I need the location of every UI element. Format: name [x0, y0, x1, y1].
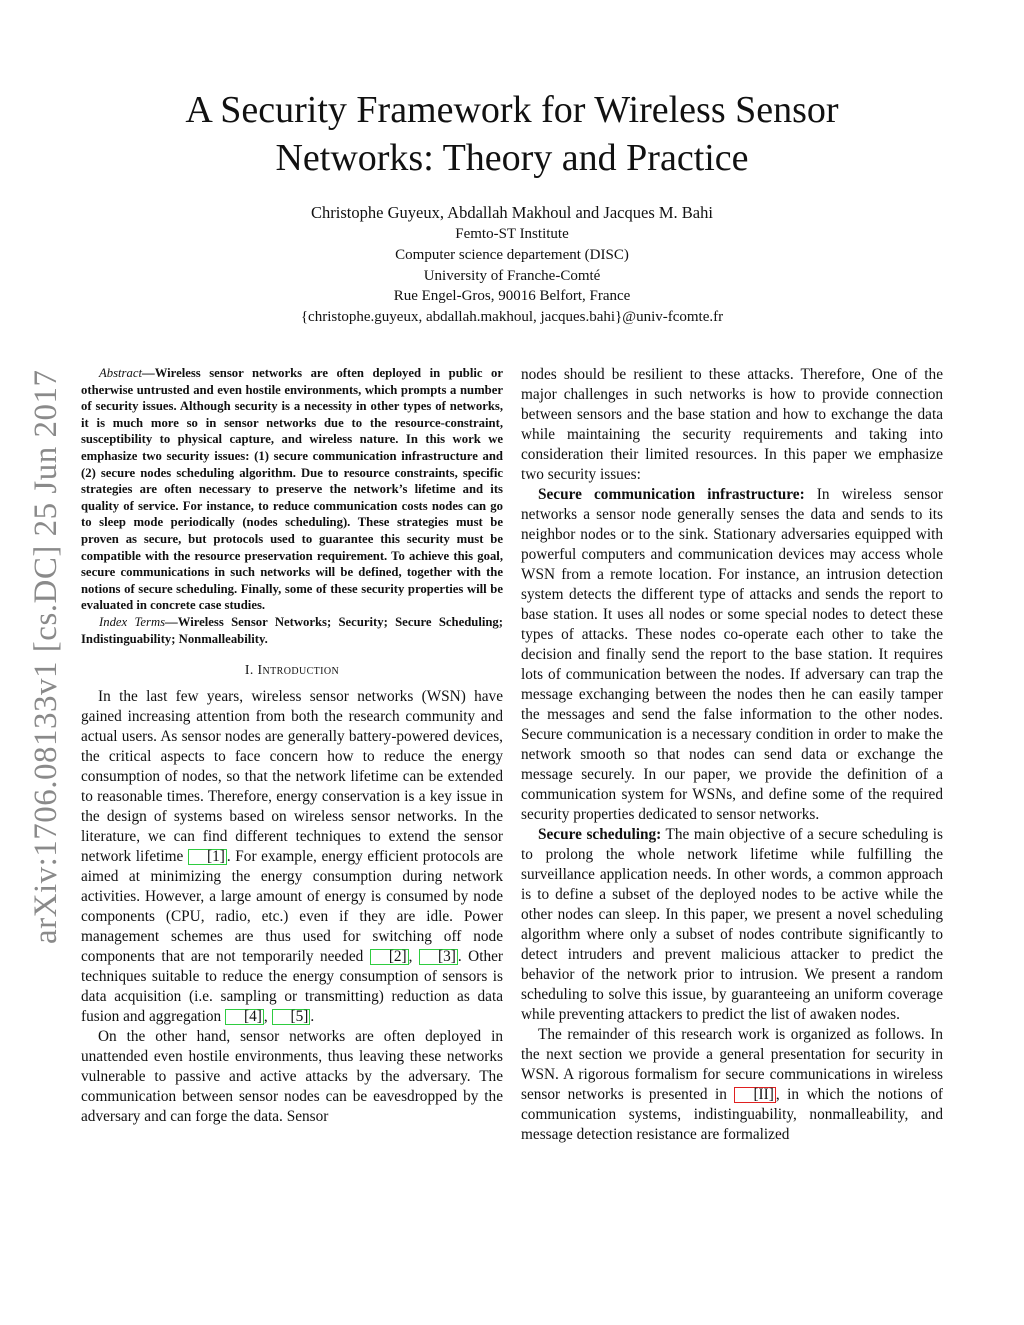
affil-department: Computer science departement (DISC) [395, 246, 629, 263]
text-run: . [310, 1008, 315, 1026]
left-column [81, 365, 503, 1127]
citation-link[interactable]: [4] [225, 1009, 264, 1025]
paragraph-lead: Secure scheduling: [538, 826, 662, 843]
text-run: , in which the notions of communication systems, indistinguability, nonmalleability, and message detection resistance are formalized [521, 1086, 943, 1143]
text-run: In the last few years, wireless sensor networks (WSN) have gained increasing attention from both the research community and actual users. As sensor nodes are generally battery-powered devices, the critical aspects to face concern how to reduce the energy consumption of nodes, so that the network lifetime can be extended to reasonable times. Therefore, energy conservation is a key issue in the design of systems based on wireless sensor networks. In the literature, we can find different techniques to extend the sensor network lifetime [81, 688, 503, 866]
affil-address: Rue Engel-Gros, 90016 Belfort, France [393, 288, 631, 305]
text-run: The remainder of this research work is organized as follows. In the next section we provide a general presentation for security in WSN. A rigorous formalism for secure communications in wireless sensor networks is presented in [521, 1026, 943, 1103]
abstract [81, 365, 503, 614]
citation-link[interactable]: [2] [370, 949, 409, 965]
text-run: , [263, 1008, 272, 1026]
section-title: Introduction [257, 662, 340, 678]
citation-link[interactable]: [II] [734, 1087, 775, 1103]
text-run: , [408, 948, 419, 966]
right-paragraph-secure-communication [521, 485, 943, 825]
citation-link[interactable]: [5] [272, 1009, 311, 1025]
right-paragraph-secure-scheduling [521, 825, 943, 1025]
section-number: I. [244, 662, 254, 678]
affiliation [110, 224, 914, 328]
index-terms-text: —Wireless Sensor Networks; Security; Secure Scheduling; Indistinguability; Nonmalleability. [81, 614, 504, 646]
right-column [521, 365, 943, 1145]
index-terms [81, 614, 503, 647]
paragraph-lead: Secure communication infrastructure: [538, 486, 805, 503]
text-run: The main objective of a secure scheduling is to prolong the whole network lifetime while fulfilling the surveillance application needs. In other words, a common approach is to define a subset of the deployed nodes to be active while the other nodes can sleep. In this paper, we present a novel scheduling algorithm where only a subset of nodes contribute significantly to detect intruders and prevent malicious attacker to predict the behavior of the network prior to intrusion. We present a random scheduling to solve this issue, by guaranteeing an uniform coverage while preventing attackers to predict the list of awaken nodes. [521, 826, 943, 1023]
arxiv-id: arXiv:1706.08133v1 [cs.DC] 25 Jun 2017 [28, 369, 64, 944]
text-run: . Other techniques suitable to reduce the energy consumption of sensors is data acquisition (i.e. sampling or transmitting) reduction as data fusion and aggregation [81, 948, 504, 1026]
affil-institute: Femto-ST Institute [455, 226, 569, 242]
abstract-text: —Wireless sensor networks are often deployed in public or otherwise untrusted and even hostile environments, which prompts a number of security issues. Although security is a necessity in other types of networks, it is much more so in sensor networks due to the resource-constraint, susceptibility to physical capture, and wireless nature. In this work we emphasize two security issues: (1) secure communication infrastructure and (2) secure nodes scheduling algorithm. Due to resource constraints, specific strategies are often necessary to preserve the network’s lifetime and its quality of service. For instance, to reduce communication costs nodes can go to sleep mode periodically (nodes scheduling). These strategies must be proven as secure, but protocols used to guarantee this security must be compatible with the resource preservation requirement. To achieve this goal, secure communications in such networks will be defined, together with the notions of secure scheduling. Finally, some of these security properties will be evaluated in concrete case studies. [81, 366, 503, 613]
title-line-2: Networks: Theory and Practice [275, 137, 749, 179]
abstract-label: Abstract [99, 366, 142, 380]
citation-link[interactable]: [3] [419, 949, 458, 965]
paper-title [110, 86, 914, 182]
text-run: In wireless sensor networks a sensor node generally senses the data and sends to its neighbor nodes or to the sink. Stationary adversaries equipped with powerful computers and communication devices may access whole WSN from a remote location. For instance, an intrusion detection system detects the different type of attacks and sends the report to base station. It uses all nodes or some special nodes to detect these types of attacks. These nodes co-operate each other to take the decision and finally send the report to the base station. It requires lots of communication between the nodes. If adversary can trap the message exchanging between the nodes then he can easily tamper the messages and send the false information to the other nodes. Secure communication is a necessary condition in order to make the network smooth so that nodes can send data or exchange the message securely. In our paper, we provide the definition of a communication system for WSNs, and define some of the required security properties dedicated to sensor networks. [521, 486, 943, 823]
affil-university: University of Franche-Comté [423, 267, 601, 284]
title-line-1: A Security Framework for Wireless Sensor [185, 89, 839, 131]
affil-emails: {christophe.guyeux, abdallah.makhoul, jacques.bahi}@univ-fcomte.fr [300, 309, 724, 326]
section-heading-introduction [81, 661, 503, 679]
citation-link[interactable]: [1] [188, 849, 227, 865]
intro-paragraph-1 [81, 687, 503, 1027]
authors: Christophe Guyeux, Abdallah Makhoul and Jacques M. Bahi [311, 203, 713, 222]
index-terms-label: Index Terms [99, 614, 166, 629]
right-paragraph-1: nodes should be resilient to these attacks. Therefore, One of the major challenges in such networks is how to provide connection between sensors and the base station and how to exchange the data while maintaining the security requirements and taking into consideration their limited resources. In this paper we emphasize two security issues: [521, 366, 943, 483]
intro-paragraph-2: On the other hand, sensor networks are often deployed in unattended even hostile environments, thus leaving these networks vulnerable to passive and active attacks by the adversary. The communication between sensor nodes can be eavesdropped by the adversary and can forge the data. Sensor [81, 1028, 503, 1126]
text-run: . For example, energy efficient protocols are aimed at minimizing the energy consumption during network activities. However, a large amount of energy is consumed by node components (CPU, radio, etc.) even if they are idle. Power management schemes are thus used for switching off node components that are not temporarily needed [81, 848, 503, 966]
right-paragraph-remainder [521, 1025, 943, 1145]
